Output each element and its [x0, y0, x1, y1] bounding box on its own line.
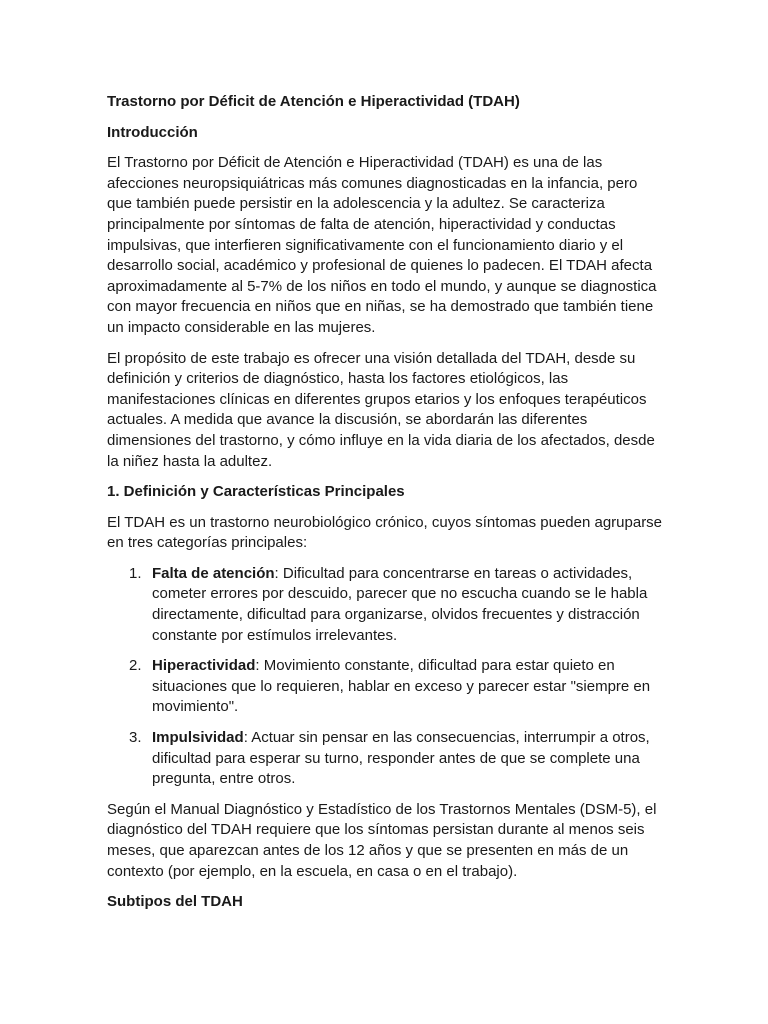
document-title: Trastorno por Déficit de Atención e Hiperactividad (TDAH) [107, 93, 520, 110]
list-item-number: 2. [129, 657, 142, 675]
paragraph: Según el Manual Diagnóstico y Estadístico de los Trastornos Mentales (DSM-5), el diagnóstico del TDAH requiere que los síntomas persistan durante al menos seis meses, que aparezcan antes de los 12 años y que se presenten en más de un contexto (por ejemplo, en la escuela, en casa o en el trabajo). [107, 800, 657, 880]
numbered-list [107, 564, 663, 790]
list-item [107, 564, 663, 646]
list-item-text: : Movimiento constante, dificultad para estar quieto en situaciones que lo requieren, hablar en exceso y parecer estar "siempre en movimiento". [152, 657, 651, 716]
section-heading-definition: 1. Definición y Características Principales [107, 483, 405, 501]
paragraph: El propósito de este trabajo es ofrecer una visión detallada del TDAH, desde su definición y criterios de diagnóstico, hasta los factores etiológicos, las manifestaciones clínicas en diferentes grupos etarios y los enfoques terapéuticos actuales. A medida que avance la discusión, se abordarán las diferentes dimensiones del trastorno, y cómo influye en la vida diaria de los afectados, desde la niñez hasta la adultez. [107, 349, 655, 470]
section-heading-intro: Introducción [107, 123, 198, 141]
paragraph: El Trastorno por Déficit de Atención e Hiperactividad (TDAH) es una de las afecciones neuropsiquiátricas más comunes diagnosticadas en la infancia, pero que también puede persistir en la adolescencia y la adultez. Se caracteriza principalmente por síntomas de falta de atención, hiperactividad y conductas impulsivas, que interfieren significativamente con el funcionamiento diario y el desarrollo social, académico y profesional de quienes lo padecen. El TDAH afecta aproximadamente al 5-7% de los niños en todo el mundo, y aunque se diagnostica con mayor frecuencia en niños que en niñas, se ha demostrado que también tiene un impacto considerable en las mujeres. [107, 154, 657, 336]
list-item-number: 3. [129, 729, 142, 747]
list-item-term: Hiperactividad [152, 657, 256, 675]
list-item-text: : Actuar sin pensar en las consecuencias, interrumpir a otros, dificultad para esperar su turno, responder antes de que se complete una pregunta, entre otros. [152, 729, 650, 788]
paragraph: El TDAH es un trastorno neurobiológico crónico, cuyos síntomas pueden agruparse en tres categorías principales: [107, 513, 663, 552]
list-item-term: Falta de atención [152, 564, 275, 582]
list-item-text: : Dificultad para concentrarse en tareas o actividades, cometer errores por descuido, parecer que no escucha cuando se le habla directamente, dificultad para organizarse, olvidos frecuentes y distracción constante por estímulos irrelevantes. [152, 564, 648, 644]
section-heading-subtypes: Subtipos del TDAH [107, 893, 243, 911]
list-item-number: 1. [129, 564, 142, 582]
list-item [107, 728, 663, 790]
list-item [107, 656, 663, 718]
list-item-term: Impulsividad [152, 729, 244, 747]
document-page [107, 92, 663, 923]
